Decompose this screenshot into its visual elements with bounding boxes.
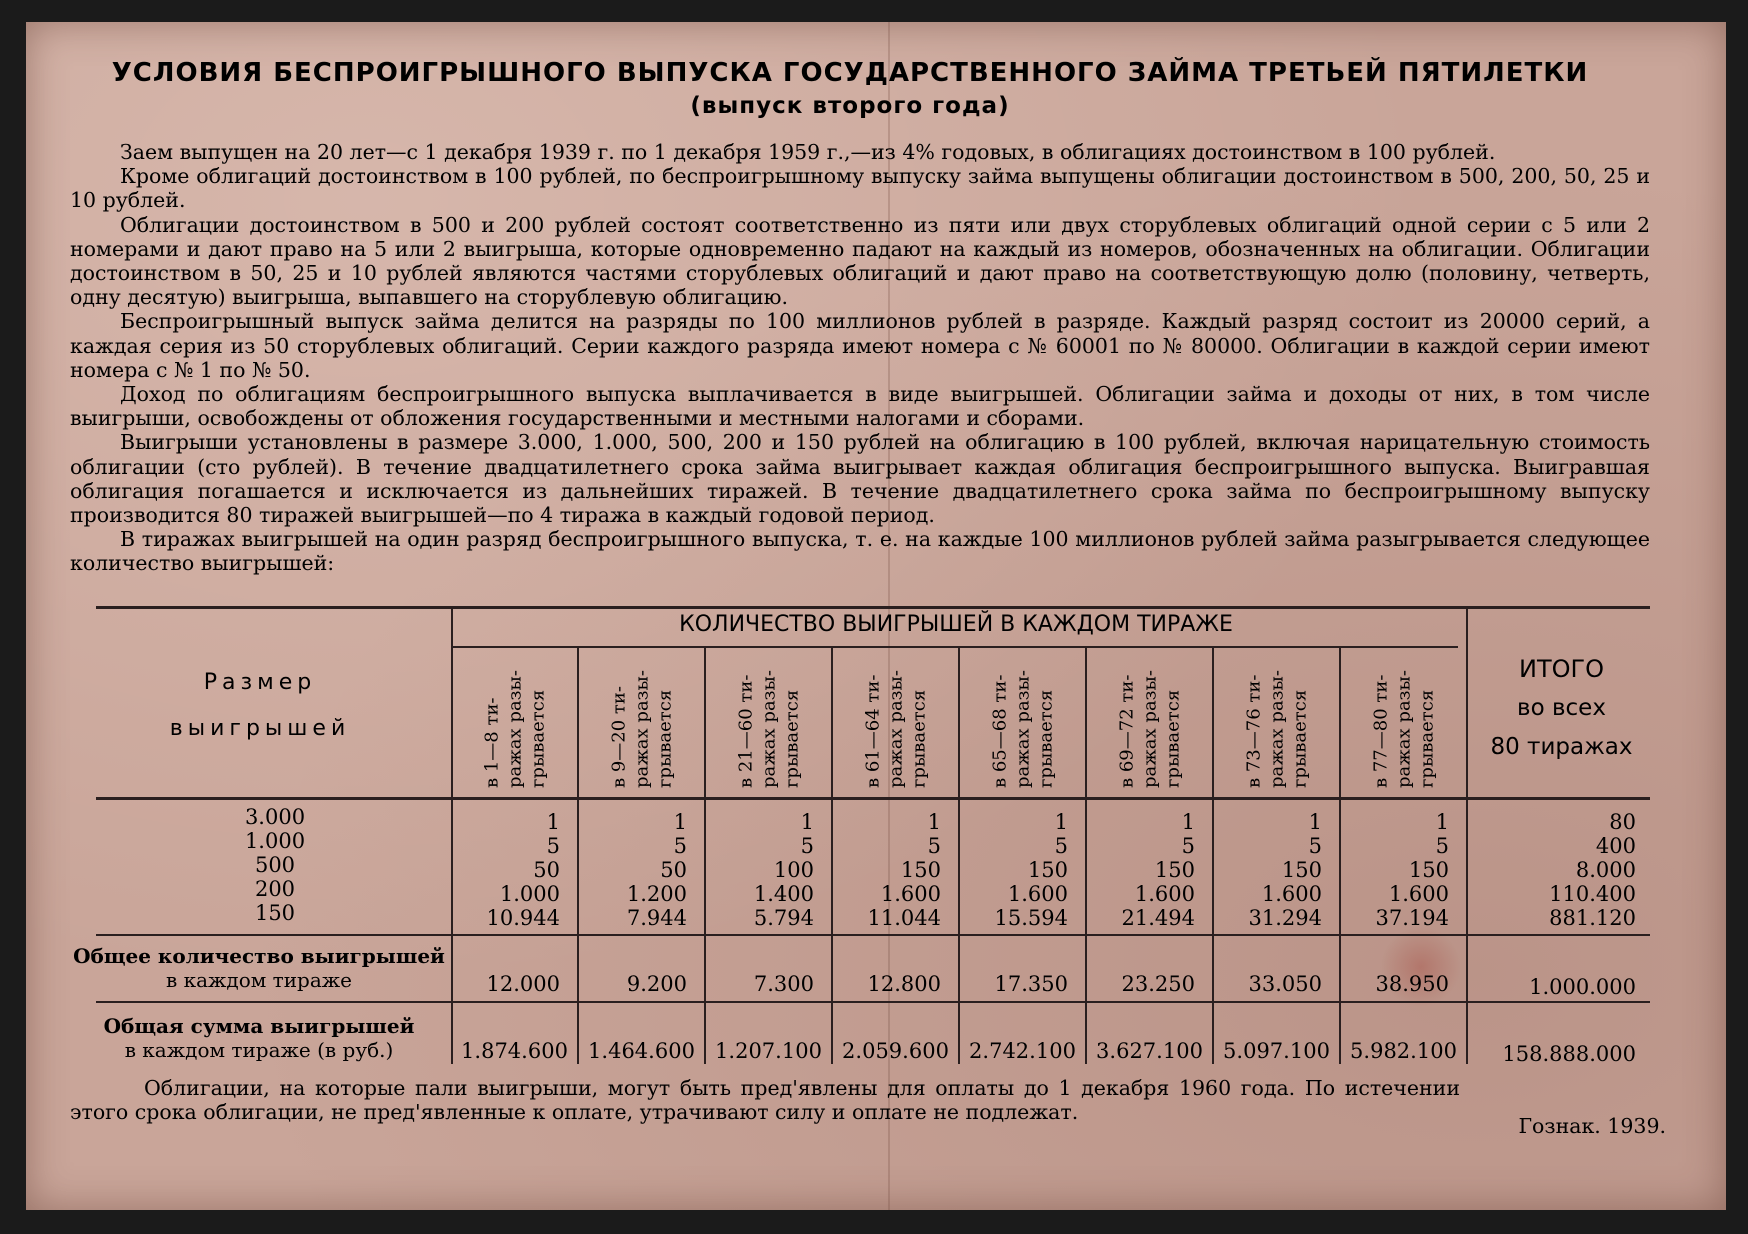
count-column (1091, 810, 1195, 930)
count-column (964, 810, 1068, 930)
table-cell: 1.000.000 (1529, 975, 1636, 999)
table-cell: 11.044 (867, 906, 941, 930)
table-cell: 1 (673, 810, 687, 834)
draw-count-header: КОЛИЧЕСТВО ВЫИГРЫШЕЙ В КАЖДОМ ТИРАЖЕ (679, 612, 1233, 637)
paragraph: Кроме облигаций достоинством в 100 рублей, по беспроигрышному выпуску займа выпущены облигации достоинством в 500, 200, 50, 25 и 10 рублей. (70, 164, 1650, 213)
column-header-draws-21-60 (708, 658, 830, 788)
table-cell: 100 (773, 858, 814, 882)
column-header-line: в 9—20 ти- (608, 686, 630, 788)
table-vrule (1466, 608, 1468, 1064)
column-header-line: ражах разы- (504, 670, 526, 788)
table-cell: 33.050 (1248, 972, 1322, 996)
table-cell: 1.207.100 (715, 1039, 822, 1063)
table-cell: 37.194 (1375, 906, 1449, 930)
paragraph: Заем выпущен на 20 лет—с 1 декабря 1939 г. по 1 декабря 1959 г.,—из 4% годовых, в облигациях достоинством в 100 рублей. (120, 140, 1496, 164)
prize-size-column (180, 805, 370, 925)
table-cell: 50 (533, 858, 560, 882)
column-header-line: в 1—8 ти- (481, 697, 503, 788)
prize-size: 3.000 (244, 805, 306, 829)
column-header-line: ражах разы- (1012, 670, 1034, 788)
prize-size: 500 (254, 853, 296, 877)
row-label-line: в каждом тираже (165, 968, 353, 992)
table-cell: 15.594 (994, 906, 1068, 930)
footer-paragraph: Облигации, на которые пали выигрыши, могут быть пред'явлены для оплаты до 1 декабря 1960 года. По истечении этого срока облигации, не пред'явленные к оплате, утрачивают силу и оплате не подлежат. (70, 1076, 1460, 1125)
table-vrule (831, 648, 833, 1064)
table-cell: 5 (1435, 834, 1449, 858)
table-cell: 150 (1408, 858, 1449, 882)
table-cell: 80 (1609, 810, 1636, 834)
column-header-draws-1-8 (454, 658, 576, 788)
table-cell: 50 (660, 858, 687, 882)
table-cell: 23.250 (1121, 972, 1195, 996)
table-cell: 5 (546, 834, 560, 858)
data-bottom-rule (96, 934, 1650, 936)
total-header-line: во всех (1517, 695, 1606, 721)
paragraph: Беспроигрышный выпуск займа делится на разряды по 100 миллионов рублей в разряде. Каждый разряд состоит из 20000 серий, а каждая серия из 50 сторублевых облигаций. Серии каждого разряда имеют номера с № 60001 по № 80000. Облигации в каждой серии имеют номера с № 1 по № 50. (70, 309, 1650, 382)
paragraph: Облигации достоинством в 500 и 200 рублей состоят соответственно из пяти или двух сторублевых облигаций одной серии с 5 или 2 номерами и дают право на 5 или 2 выигрыша, которые одновременно падают на каждый из номеров, обозначенных на облигации. Облигации достоинством в 50, 25 и 10 рублей являются частями сторублевых облигаций и дают право на соответствующую долю (половину, четверть, одну десятую) выигрыша, выпавшего на сторублевую облигацию. (70, 212, 1650, 310)
table-vrule (958, 648, 960, 1064)
table-cell: 1 (1435, 810, 1449, 834)
table-cell: 110.400 (1549, 882, 1636, 906)
table-cell: 150 (900, 858, 941, 882)
total-header-line: 80 тиражах (1490, 734, 1633, 760)
table-cell: 400 (1595, 834, 1636, 858)
table-vrule (704, 648, 706, 1064)
header-underline (452, 646, 1458, 648)
column-header-draws-9-20 (581, 658, 703, 788)
table-cell: 1.600 (1388, 882, 1449, 906)
prize-size: 200 (254, 877, 296, 901)
table-cell: 150 (1281, 858, 1322, 882)
table-cell: 1.600 (1261, 882, 1322, 906)
table-cell: 5 (800, 834, 814, 858)
document-title: УСЛОВИЯ БЕСПРОИГРЫШНОГО ВЫПУСКА ГОСУДАРСТВЕННОГО ЗАЙМА ТРЕТЬЕЙ ПЯТИЛЕТКИ (111, 58, 1589, 88)
row-label-line: Общее количество выигрышей (73, 944, 445, 968)
table-cell: 1 (927, 810, 941, 834)
table-cell: 5.097.100 (1223, 1039, 1330, 1063)
table-cell: 10.944 (486, 906, 560, 930)
table-cell: 31.294 (1248, 906, 1322, 930)
column-header-line: грывается (1416, 689, 1438, 788)
table-cell: 5 (1054, 834, 1068, 858)
table-cell: 1 (546, 810, 560, 834)
column-header-draws-65-68 (962, 658, 1084, 788)
column-header-line: грывается (781, 689, 803, 788)
table-cell: 2.059.600 (842, 1039, 949, 1063)
column-header-line: ражах разы- (1266, 670, 1288, 788)
sum-row-label (70, 1014, 448, 1062)
count-column (1345, 810, 1449, 930)
table-cell: 5.794 (753, 906, 814, 930)
count-column (837, 810, 941, 930)
table-vrule (577, 648, 579, 1064)
column-header-line: грывается (527, 689, 549, 788)
paragraph: Доход по облигациям беспроигрышного выпуска выплачивается в виде выигрышей. Облигации займа и доходы от них, в том числе выигрыши, освобождены от обложения государственными и местными налогами и сборами. (70, 382, 1650, 431)
column-header-line: в 69—72 ти- (1116, 674, 1138, 788)
column-header-draws-69-72 (1089, 658, 1211, 788)
column-header-line: в 61—64 ти- (862, 674, 884, 788)
table-vrule (1339, 648, 1341, 1064)
table-cell: 5 (673, 834, 687, 858)
column-header-draws-61-64 (835, 658, 957, 788)
table-cell: 150 (1027, 858, 1068, 882)
table-cell: 2.742.100 (969, 1039, 1076, 1063)
table-cell: 8.000 (1575, 858, 1636, 882)
size-header-line: выигрышей (169, 716, 351, 741)
table-cell: 12.000 (486, 972, 560, 996)
total-column-header (1470, 650, 1653, 767)
count-column (456, 810, 560, 930)
table-cell: 1 (1181, 810, 1195, 834)
column-header-line: ражах разы- (631, 670, 653, 788)
table-cell: 21.494 (1121, 906, 1195, 930)
table-vrule (1212, 648, 1214, 1064)
paragraph: Выигрыши установлены в размере 3.000, 1.000, 500, 200 и 150 рублей на облигацию в 100 рублей, включая нарицательную стоимость облигации (сто рублей). В течение двадцатилетнего срока займа выигрывает каждая облигация беспроигрышного выпуска. Выигравшая облигация погашается и исключается из дальнейших тиражей. В течение двадцатилетнего срока займа по беспроигрышному выпуску производится 80 тиражей выигрышей—по 4 тиража в каждый годовой период. (70, 430, 1650, 528)
table-cell: 1.874.600 (461, 1039, 568, 1063)
document-subtitle: (выпуск второго года) (690, 93, 1010, 119)
size-header-line: Размер (203, 670, 317, 695)
table-cell: 12.800 (867, 972, 941, 996)
table-cell: 1.600 (880, 882, 941, 906)
table-cell: 7.944 (626, 906, 687, 930)
total-header-line: ИТОГО (1518, 655, 1605, 683)
column-header-line: в 73—76 ти- (1243, 674, 1265, 788)
column-header-line: в 77—80 ти- (1370, 674, 1392, 788)
column-header-line: ражах разы- (1393, 670, 1415, 788)
table-cell: 1.600 (1007, 882, 1068, 906)
column-header-line: ражах разы- (1139, 670, 1161, 788)
prize-size: 150 (254, 901, 296, 925)
count-row-bottom-rule (96, 1001, 1650, 1003)
table-cell: 9.200 (626, 972, 687, 996)
table-cell: 5 (1308, 834, 1322, 858)
column-header-draws-77-80 (1343, 658, 1465, 788)
paragraph: В тиражах выигрышей на один разряд беспроигрышного выпуска, т. е. на каждые 100 миллионов рублей займа разыгрывается следующее количество выигрышей: (70, 527, 1650, 576)
table-cell: 1.400 (753, 882, 814, 906)
table-cell: 1 (800, 810, 814, 834)
imprint: Гознак. 1939. (1518, 1114, 1666, 1138)
prize-size: 1.000 (244, 829, 306, 853)
count-column (583, 810, 687, 930)
row-label-line: в каждом тираже (в руб.) (124, 1038, 394, 1062)
table-vrule (1085, 648, 1087, 1064)
table-cell: 881.120 (1549, 906, 1636, 930)
count-column (1218, 810, 1322, 930)
total-column (1480, 810, 1636, 930)
table-cell: 158.888.000 (1502, 1042, 1636, 1066)
conditions-text (70, 140, 1650, 576)
column-header-line: ражах разы- (885, 670, 907, 788)
column-header-line: грывается (1289, 689, 1311, 788)
table-top-rule (96, 606, 1650, 609)
column-header-line: грывается (1162, 689, 1184, 788)
table-cell: 1.200 (626, 882, 687, 906)
count-row-label (70, 944, 448, 992)
table-cell: 7.300 (753, 972, 814, 996)
column-header-line: грывается (1035, 689, 1057, 788)
table-cell: 1 (1308, 810, 1322, 834)
column-header-draws-73-76 (1216, 658, 1338, 788)
column-header-line: в 21—60 ти- (735, 674, 757, 788)
table-cell: 1 (1054, 810, 1068, 834)
table-cell: 150 (1154, 858, 1195, 882)
table-cell: 5.982.100 (1350, 1039, 1457, 1063)
column-header-line: в 65—68 ти- (989, 674, 1011, 788)
table-cell: 1.000 (499, 882, 560, 906)
column-header-line: грывается (908, 689, 930, 788)
table-vrule (451, 608, 453, 1064)
size-column-header (70, 660, 450, 752)
column-header-line: ражах разы- (758, 670, 780, 788)
table-cell: 3.627.100 (1096, 1039, 1203, 1063)
count-column (710, 810, 814, 930)
table-cell: 5 (1181, 834, 1195, 858)
table-cell: 1.464.600 (588, 1039, 695, 1063)
table-cell: 1.600 (1134, 882, 1195, 906)
row-label-line: Общая сумма выигрышей (103, 1014, 415, 1038)
column-header-line: грывается (654, 689, 676, 788)
table-cell: 38.950 (1375, 972, 1449, 996)
header-bottom-rule (96, 797, 1650, 800)
footer-note (70, 1076, 1650, 1124)
table-cell: 17.350 (994, 972, 1068, 996)
table-cell: 5 (927, 834, 941, 858)
